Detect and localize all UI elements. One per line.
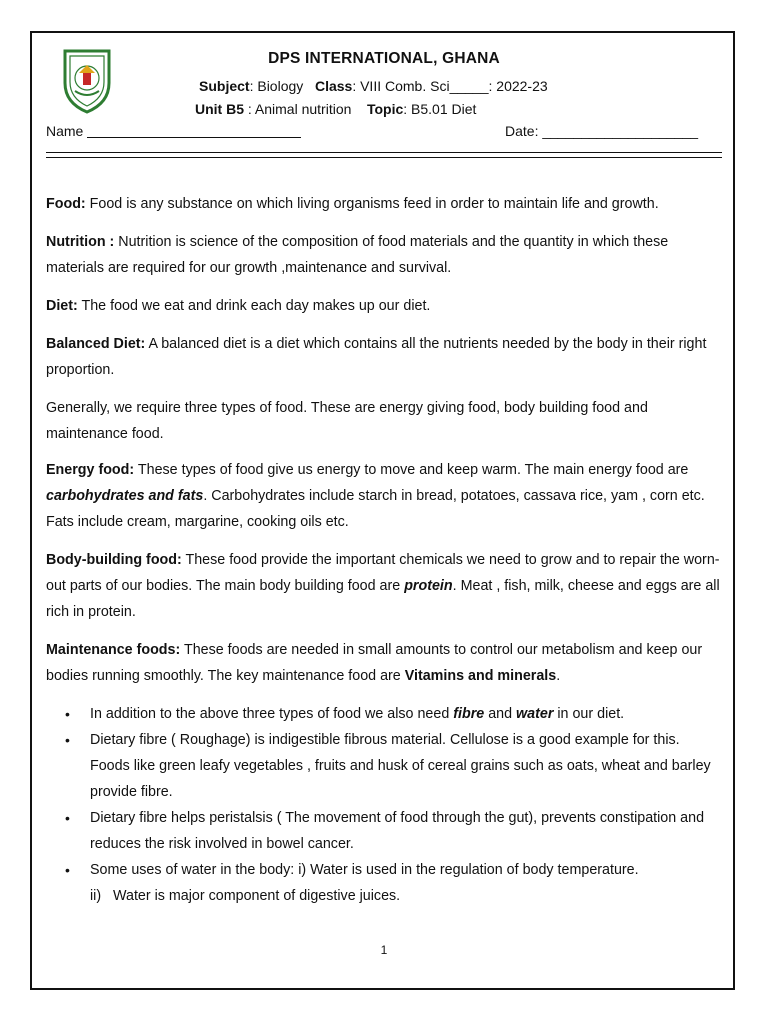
energy-text-2: . Carbohydrates include starch in bread, potatoes, cassava rice, yam , corn etc. Fats include cream, margarine, cooking oils etc. bbox=[46, 488, 705, 530]
school-name: DPS INTERNATIONAL, GHANA bbox=[268, 50, 500, 67]
bullet-1-text-1: In addition to the above three types of food we also need bbox=[90, 706, 454, 722]
date-line bbox=[505, 123, 698, 139]
date-label: Date: bbox=[505, 123, 543, 139]
list-item bbox=[46, 857, 722, 909]
balanced-term: Balanced Diet: bbox=[46, 336, 146, 352]
balanced-diet-definition bbox=[46, 331, 722, 383]
page-number: 1 bbox=[380, 943, 388, 957]
name-blank bbox=[87, 123, 301, 138]
bullet-1-fibre: fibre bbox=[453, 706, 485, 722]
bullet-4-line-2: ii) Water is major component of digestive juices. bbox=[90, 888, 401, 904]
name-line bbox=[46, 123, 301, 139]
class-label: Class bbox=[314, 78, 353, 94]
unit-value: : Animal nutrition bbox=[247, 101, 352, 117]
worksheet-body bbox=[46, 191, 722, 909]
energy-text-1: These types of food give us energy to move and keep warm. The main energy food are bbox=[134, 462, 689, 478]
date-blank: ____________________ bbox=[542, 123, 699, 139]
header-rule-bottom bbox=[46, 157, 722, 158]
list-item: • Dietary fibre ( Roughage) is indigestible fibrous material. Cellulose is a good example for this. Foods like green leafy vegetables , fruits and husk of cereal grains such as oats, wheat and barley provide fibre. bbox=[46, 727, 722, 805]
maintenance-paragraph bbox=[46, 637, 722, 689]
nutrition-term: Nutrition : bbox=[46, 234, 115, 250]
maintenance-text-1: These foods are needed in small amounts to control our metabolism and keep our bodies running smoothly. The key maintenance food are bbox=[46, 642, 703, 684]
list-item bbox=[46, 701, 722, 727]
diet-text: The food we eat and drink each day makes up our diet. bbox=[77, 298, 431, 314]
nutrition-definition bbox=[46, 229, 722, 281]
body-building-term: Body-building food: bbox=[46, 552, 182, 568]
maintenance-term: Maintenance foods: bbox=[46, 642, 181, 658]
notes-bullet-list bbox=[46, 701, 722, 909]
header-rule-top bbox=[46, 152, 722, 153]
subject-class-line: Subject: Biology Class: VIII Comb. Sci_____: 2022-23 bbox=[199, 78, 548, 94]
diet-definition bbox=[46, 293, 722, 319]
food-definition bbox=[46, 191, 722, 217]
topic-value: B5.01 Diet bbox=[411, 101, 477, 117]
body-building-paragraph bbox=[46, 547, 722, 625]
topic-label: Topic bbox=[366, 101, 404, 117]
balanced-text: A balanced diet is a diet which contains all the nutrients needed by the body in their right proportion. bbox=[46, 336, 707, 378]
nutrition-text: Nutrition is science of the composition of food materials and the quantity in which these materials are required for our growth ,maintenance and survival. bbox=[46, 234, 669, 276]
subject-value: Biology bbox=[257, 78, 304, 94]
name-label: Name bbox=[46, 123, 84, 139]
energy-emphasis: carbohydrates and fats bbox=[46, 488, 204, 504]
year-value: : 2022-23 bbox=[488, 78, 548, 94]
maintenance-text-2: . bbox=[556, 668, 561, 684]
food-types-intro: Generally, we require three types of food. These are energy giving food, body building food and maintenance food. bbox=[46, 400, 648, 442]
food-term: Food: bbox=[46, 196, 86, 212]
bullet-4-line-1: • Some uses of water in the body: i) Water is used in the regulation of body temperature. bbox=[90, 862, 639, 878]
unit-label: Unit B5 bbox=[195, 101, 244, 117]
bullet-1-water: water bbox=[516, 706, 554, 722]
energy-food-paragraph bbox=[46, 457, 722, 535]
body-building-text-2: . Meat , fish, milk, cheese and eggs are all rich in protein. bbox=[46, 578, 720, 620]
body-building-text-1: These food provide the important chemicals we need to grow and to repair the worn-out parts of our bodies. The main body building food are bbox=[46, 552, 720, 594]
unit-topic-line: Unit B5 : Animal nutrition Topic: B5.01 Diet bbox=[195, 101, 477, 117]
bullet-1-text-3: in our diet. bbox=[553, 706, 625, 722]
diet-term: Diet: bbox=[46, 298, 78, 314]
bullet-1-text-2: and bbox=[484, 706, 517, 722]
body-building-emphasis: protein bbox=[404, 578, 453, 594]
subject-label: Subject bbox=[199, 78, 250, 94]
list-item: • Dietary fibre helps peristalsis ( The movement of food through the gut), prevents constipation and reduces the risk involved in bowel cancer. bbox=[46, 805, 722, 857]
class-value: VIII Comb. Sci_____ bbox=[360, 78, 489, 94]
energy-term: Energy food: bbox=[46, 462, 135, 478]
food-text: Food is any substance on which living organisms feed in order to maintain life and growth. bbox=[85, 196, 659, 212]
maintenance-emphasis: Vitamins and minerals bbox=[404, 668, 557, 684]
